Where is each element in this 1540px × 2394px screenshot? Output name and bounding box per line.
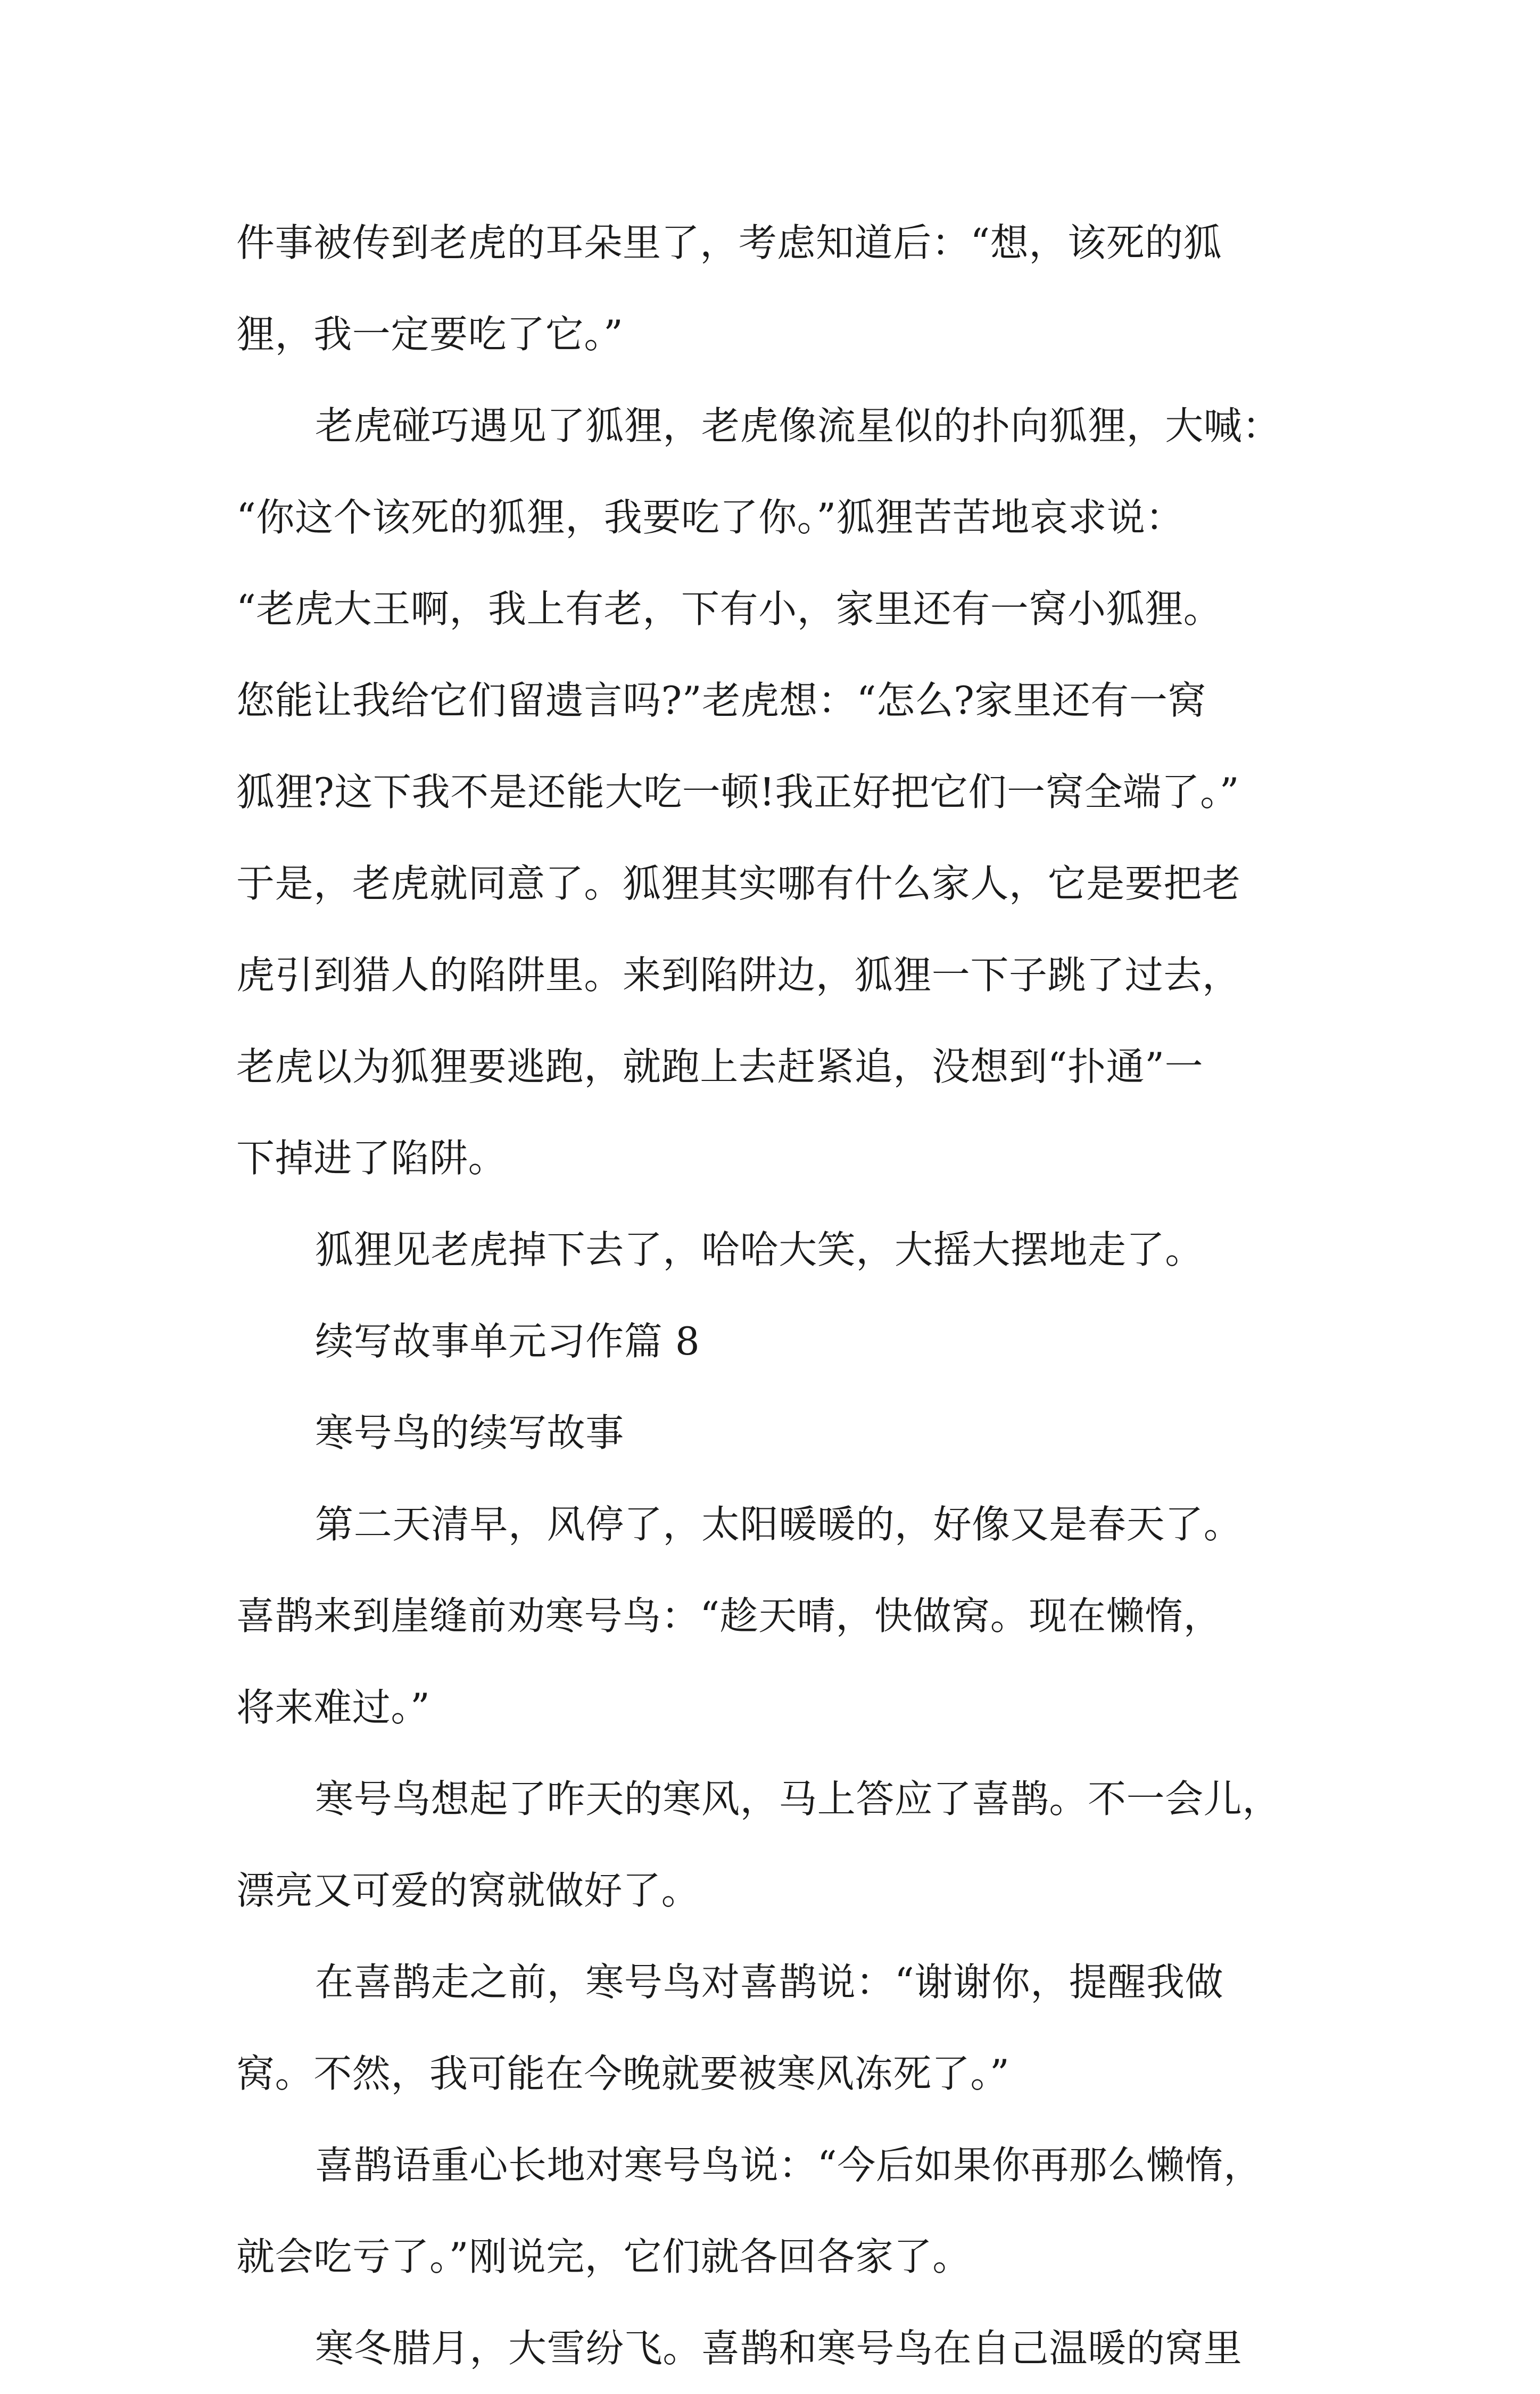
- text-line: 老虎以为狐狸要逃跑，就跑上去赶紧追，没想到“扑通”一: [236, 1044, 1204, 1089]
- text-line: 狸，我一定要吃了它。”: [236, 312, 624, 357]
- text-line: 寒冬腊月，大雪纷飞。喜鹊和寒号鸟在自己温暖的窝里: [315, 2326, 1243, 2371]
- text-line: “老虎大王啊，我上有老，下有小，家里还有一窝小狐狸。: [236, 587, 1222, 631]
- text-line: 窝。不然，我可能在今晚就要被寒风冻死了。”: [236, 2051, 1010, 2096]
- text-line: 虎引到猎人的陷阱里。来到陷阱边，狐狸一下子跳了过去，: [236, 953, 1241, 997]
- text-line: 狐狸?这下我不是还能大吃一顿!我正好把它们一窝全端了。”: [236, 770, 1240, 814]
- text-line: 在喜鹊走之前，寒号鸟对喜鹊说：“谢谢你，提醒我做: [315, 1960, 1224, 2004]
- text-line: 老虎碰巧遇见了狐狸，老虎像流星似的扑向狐狸，大喊：: [315, 403, 1281, 448]
- story-title: 寒号鸟的续写故事: [315, 1410, 624, 1455]
- text-line: 第二天清早，风停了，太阳暖暖的，好像又是春天了。: [315, 1502, 1243, 1547]
- text-line: 于是，老虎就同意了。狐狸其实哪有什么家人，它是要把老: [236, 861, 1241, 906]
- text-line: 漂亮又可爱的窝就做好了。: [236, 1868, 700, 1913]
- text-line: 寒号鸟想起了昨天的寒风，马上答应了喜鹊。不一会儿，: [315, 1777, 1281, 1821]
- text-line: 喜鹊来到崖缝前劝寒号鸟：“趁天晴，快做窝。现在懒惰，: [236, 1594, 1222, 1638]
- text-line: 就会吃亏了。”刚说完，它们就各回各家了。: [236, 2234, 971, 2279]
- text-line: 将来难过。”: [236, 1685, 430, 1730]
- document-body: [236, 197, 1327, 2394]
- text-line: 下掉进了陷阱。: [236, 1136, 507, 1181]
- text-line: 您能让我给它们留遗言吗?”老虎想：“怎么?家里还有一窝: [236, 678, 1207, 723]
- text-line: “你这个该死的狐狸，我要吃了你。”狐狸苦苦地哀求说：: [236, 495, 1185, 540]
- section-heading: 续写故事单元习作篇 8: [315, 1319, 700, 1364]
- text-line: 件事被传到老虎的耳朵里了，考虑知道后：“想，该死的狐: [236, 220, 1222, 265]
- text-line: 喜鹊语重心长地对寒号鸟说：“今后如果你再那么懒惰，: [315, 2143, 1262, 2187]
- text-line: 狐狸见老虎掉下去了，哈哈大笑，大摇大摆地走了。: [315, 1227, 1204, 1272]
